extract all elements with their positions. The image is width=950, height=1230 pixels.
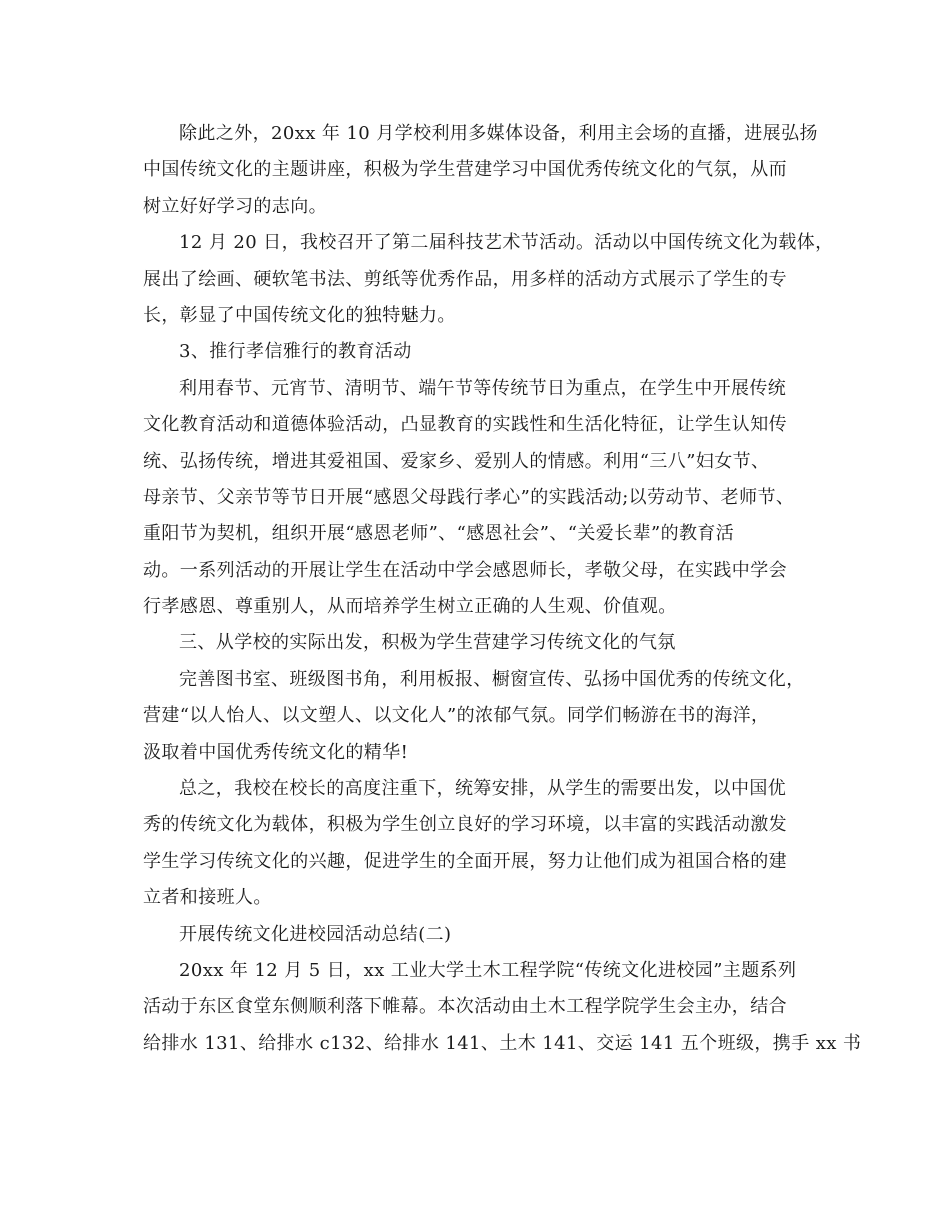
paragraph-line: 重阳节为契机，组织开展“感恩老师”、“感恩社会”、“关爱长辈”的教育活 bbox=[143, 523, 735, 545]
paragraph-line: 总之，我校在校长的高度注重下，统筹安排，从学生的需要出发，以中国优 bbox=[179, 778, 787, 800]
paragraph-line: 除此之外，20xx 年 10 月学校利用多媒体设备，利用主会场的直播，进展弘扬 bbox=[179, 123, 818, 144]
paragraph-line: 行孝感恩、尊重别人，从而培养学生树立正确的人生观、价值观。 bbox=[143, 596, 677, 618]
paragraph-line: 展出了绘画、硬软笔书法、剪纸等优秀作品，用多样的活动方式展示了学生的专 bbox=[143, 268, 787, 290]
paragraph-line: 秀的传统文化为载体，积极为学生创立良好的学习环境，以丰富的实践活动激发 bbox=[143, 814, 787, 836]
paragraph-line: 树立好好学习的志向。 bbox=[143, 195, 327, 217]
paragraph-line: 活动于东区食堂东侧顺利落下帷幕。本次活动由土木工程学院学生会主办，结合 bbox=[143, 996, 787, 1018]
paragraph-line: 动。一系列活动的开展让学生在活动中学会感恩师长，孝敬父母，在实践中学会 bbox=[143, 559, 787, 581]
paragraph-line: 汲取着中国优秀传统文化的精华! bbox=[143, 741, 409, 763]
paragraph-line: 母亲节、父亲节等节日开展“感恩父母践行孝心”的实践活动;以劳动节、老师节、 bbox=[143, 486, 795, 508]
section-heading: 3、推行孝信雅行的教育活动 bbox=[179, 341, 412, 363]
paragraph-line: 长，彰显了中国传统文化的独特魅力。 bbox=[143, 304, 456, 326]
paragraph-line: 给排水 131、给排水 c132、给排水 141、土木 141、交运 141 五个班级，携手 xx 书 bbox=[143, 1032, 862, 1054]
document-subtitle: 开展传统文化进校园活动总结(二) bbox=[179, 923, 452, 945]
paragraph-line: 利用春节、元宵节、清明节、端午节等传统节日为重点，在学生中开展传统 bbox=[179, 377, 787, 399]
paragraph-line: 12 月 20 日，我校召开了第二届科技艺术节活动。活动以中国传统文化为载体， bbox=[179, 232, 834, 254]
paragraph-line: 立者和接班人。 bbox=[143, 887, 272, 909]
paragraph-line: 统、弘扬传统，增进其爱祖国、爱家乡、爱别人的情感。利用“三八”妇女节、 bbox=[143, 450, 770, 472]
paragraph-line: 20xx 年 12 月 5 日，xx 工业大学土木工程学院“传统文化进校园”主题系列 bbox=[179, 959, 797, 981]
document-body bbox=[143, 116, 862, 1062]
paragraph-line: 中国传统文化的主题讲座，积极为学生营建学习中国优秀传统文化的气氛，从而 bbox=[143, 159, 787, 181]
paragraph-line: 营建“以人怡人、以文塑人、以文化人”的浓郁气氛。同学们畅游在书的海洋， bbox=[143, 705, 770, 727]
paragraph-line: 文化教育活动和道德体验活动，凸显教育的实践性和生活化特征，让学生认知传 bbox=[143, 414, 787, 436]
paragraph-line: 学生学习传统文化的兴趣，促进学生的全面开展，努力让他们成为祖国合格的建 bbox=[143, 850, 787, 872]
paragraph-line: 完善图书室、班级图书角，利用板报、橱窗宣传、弘扬中国优秀的传统文化， bbox=[179, 668, 805, 690]
section-heading: 三、从学校的实际出发，积极为学生营建学习传统文化的气氛 bbox=[179, 632, 676, 654]
